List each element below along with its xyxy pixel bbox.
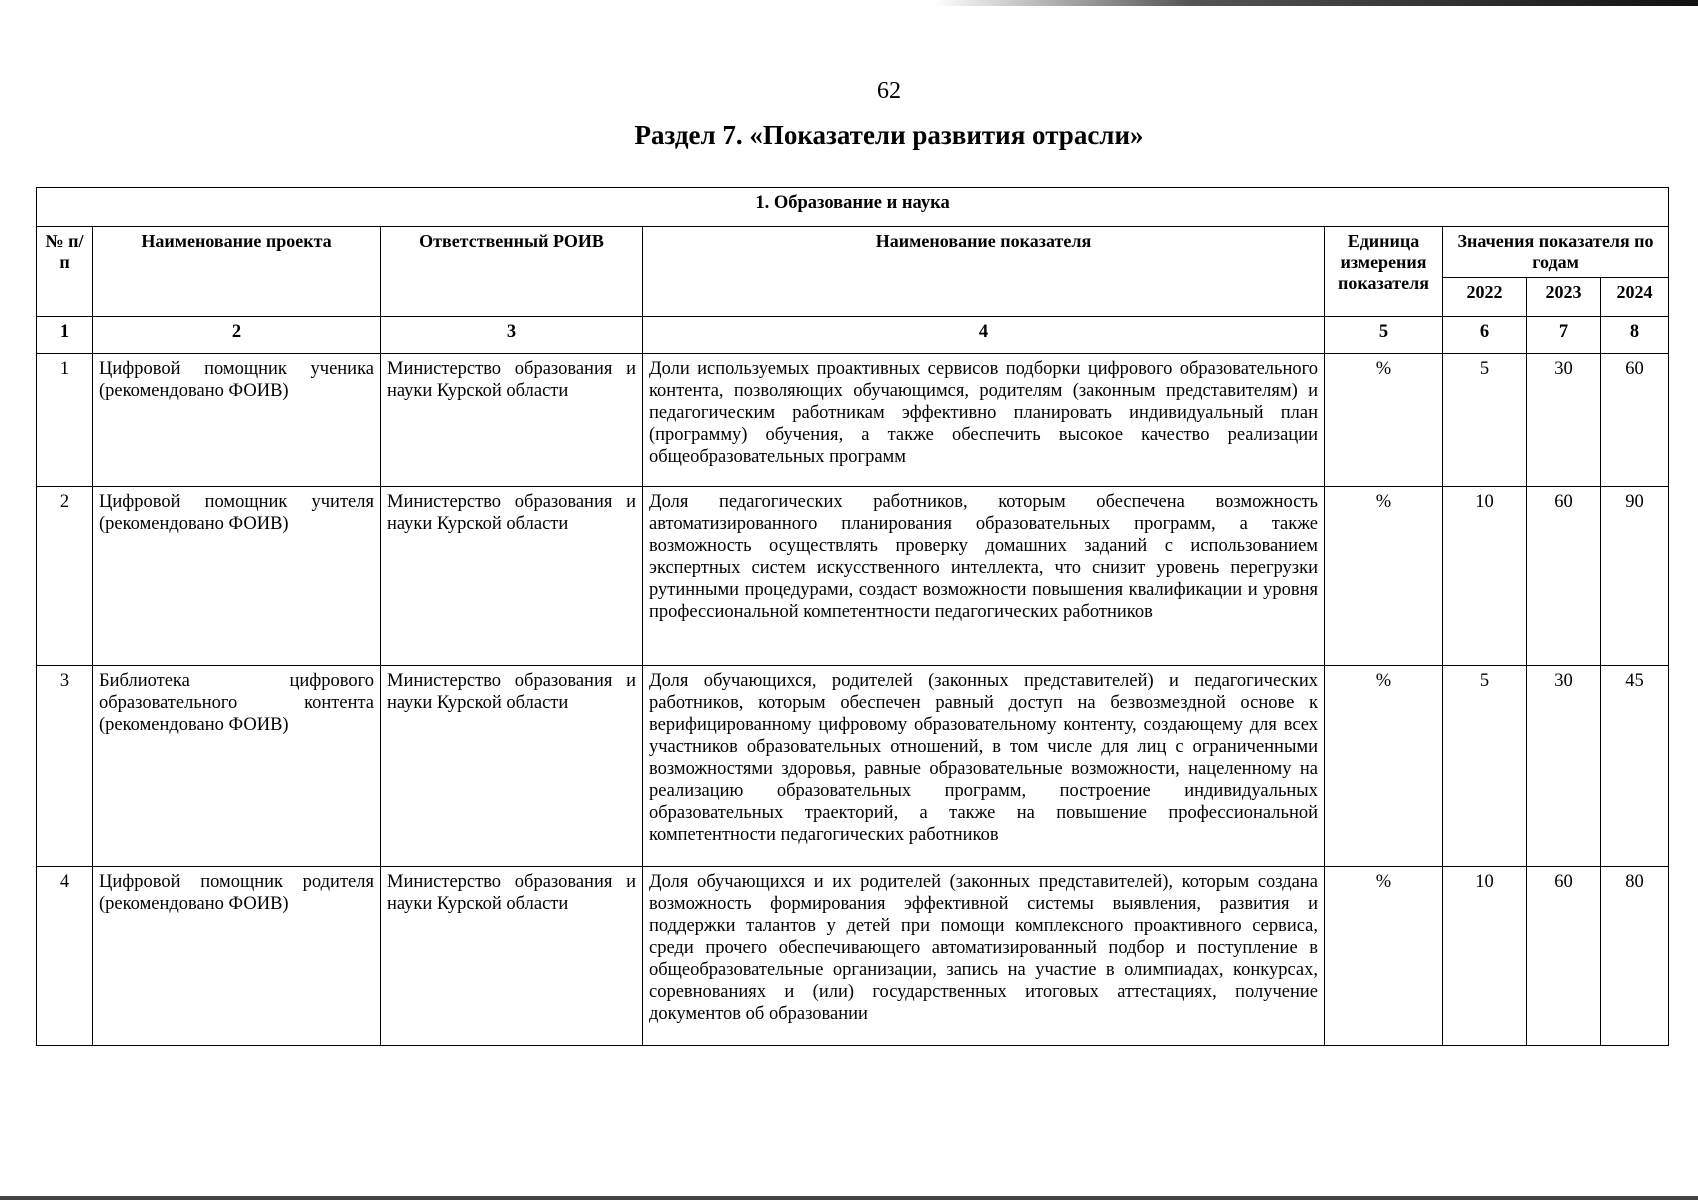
row-value-2022: 5 — [1443, 666, 1527, 867]
row-indicator: Доля педагогических работников, которым обеспечена возможность автоматизированного планирования образовательных программ, а также возможность осуществлять проверку домашних заданий с использованием экспертных систем искусственного интеллекта, что снизит уровень перегрузки рутинными процедурами, создаст возможности повышения квалификации и уровня профессиональной компетентности педагогических работников — [643, 487, 1325, 666]
row-project: Библиотека цифрового образовательного контента (рекомендовано ФОИВ) — [93, 666, 381, 867]
indicators-table — [36, 187, 1669, 1046]
header-row — [37, 227, 1669, 278]
row-value-2024: 45 — [1601, 666, 1669, 867]
row-value-2024: 60 — [1601, 354, 1669, 487]
header-year-2022: 2022 — [1443, 278, 1527, 317]
table-row — [37, 666, 1669, 867]
header-values: Значения показателя по годам — [1443, 227, 1669, 278]
header-year-2023: 2023 — [1527, 278, 1601, 317]
row-project: Цифровой помощник учителя (рекомендовано ФОИВ) — [93, 487, 381, 666]
row-indicator: Доля обучающихся, родителей (законных представителей) и педагогических работников, которым обеспечен равный доступ на безвозмездной основе к верифицированному цифровому образовательному контенту, создающему для всех участников образовательных отношений, в том числе для лиц с ограниченными возможностями здоровья, равные образовательные возможности, нацеленному на реализацию образовательных программ, построение индивидуальных образовательных траекторий, а также на повышение профессиональной компетентности педагогических работников — [643, 666, 1325, 867]
table-row — [37, 354, 1669, 487]
section-heading-row — [37, 188, 1669, 227]
row-unit: % — [1325, 666, 1443, 867]
row-num: 4 — [37, 867, 93, 1046]
row-indicator: Доли используемых проактивных сервисов подборки цифрового образовательного контента, позволяющих обучающимся, родителям (законным представителям) и педагогическим работникам эффективно планировать индивидуальный план (программу) обучения, а также обеспечить высокое качество реализации общеобразовательных программ — [643, 354, 1325, 487]
column-number: 2 — [93, 317, 381, 354]
row-unit: % — [1325, 354, 1443, 487]
column-numbers-row — [37, 317, 1669, 354]
row-roiv: Министерство образования и науки Курской области — [381, 867, 643, 1046]
row-project: Цифровой помощник родителя (рекомендовано ФОИВ) — [93, 867, 381, 1046]
column-number: 6 — [1443, 317, 1527, 354]
column-number: 7 — [1527, 317, 1601, 354]
section-title: Раздел 7. «Показатели развития отрасли» — [634, 120, 1144, 150]
row-value-2022: 5 — [1443, 354, 1527, 487]
section-heading: 1. Образование и наука — [37, 188, 1669, 227]
row-num: 2 — [37, 487, 93, 666]
header-indicator: Наименование показателя — [643, 227, 1325, 317]
row-value-2024: 90 — [1601, 487, 1669, 666]
row-roiv: Министерство образования и науки Курской области — [381, 487, 643, 666]
column-number: 4 — [643, 317, 1325, 354]
header-unit: Единица измерения показателя — [1325, 227, 1443, 317]
row-roiv: Министерство образования и науки Курской области — [381, 666, 643, 867]
page-number: 62 — [877, 78, 901, 104]
row-value-2023: 30 — [1527, 666, 1601, 867]
row-unit: % — [1325, 867, 1443, 1046]
row-indicator: Доля обучающихся и их родителей (законных представителей), которым создана возможность формирования эффективной системы выявления, развития и поддержки талантов у детей при помощи комплексного проактивного сервиса, среди прочего обеспечивающего автоматизированный подбор и поступление в общеобразовательные организации, запись на участие в олимпиадах, конкурсах, соревнованиях и (или) государственных итоговых аттестациях, получение документов об образовании — [643, 867, 1325, 1046]
header-year-2024: 2024 — [1601, 278, 1669, 317]
row-project: Цифровой помощник ученика (рекомендовано ФОИВ) — [93, 354, 381, 487]
scan-edge-top — [0, 0, 1698, 6]
row-num: 3 — [37, 666, 93, 867]
row-value-2022: 10 — [1443, 867, 1527, 1046]
row-value-2022: 10 — [1443, 487, 1527, 666]
row-value-2024: 80 — [1601, 867, 1669, 1046]
row-unit: % — [1325, 487, 1443, 666]
row-roiv: Министерство образования и науки Курской области — [381, 354, 643, 487]
column-number: 5 — [1325, 317, 1443, 354]
row-num: 1 — [37, 354, 93, 487]
column-number: 8 — [1601, 317, 1669, 354]
column-number: 3 — [381, 317, 643, 354]
header-num: № п/п — [37, 227, 93, 317]
header-project: Наименование проекта — [93, 227, 381, 317]
row-value-2023: 60 — [1527, 487, 1601, 666]
row-value-2023: 60 — [1527, 867, 1601, 1046]
header-roiv: Ответственный РОИВ — [381, 227, 643, 317]
table-row — [37, 867, 1669, 1046]
row-value-2023: 30 — [1527, 354, 1601, 487]
scan-edge-bottom — [0, 1196, 1698, 1200]
table-row — [37, 487, 1669, 666]
column-number: 1 — [37, 317, 93, 354]
